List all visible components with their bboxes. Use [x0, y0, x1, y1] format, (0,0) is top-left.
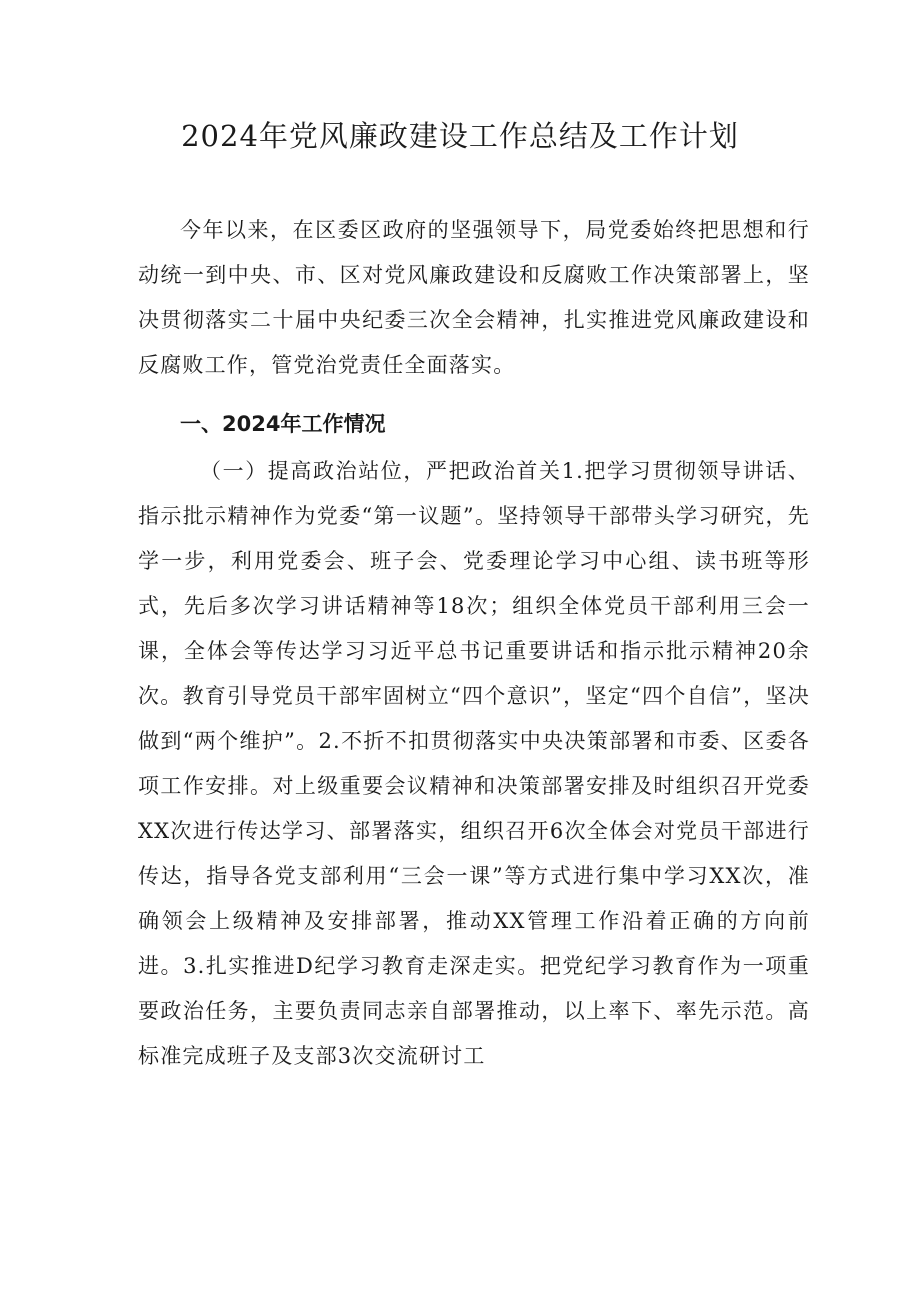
section-heading: 一、2024年工作情况	[180, 412, 386, 436]
section-paragraph: （一）提高政治站位，严把政治首关1.把学习贯彻领导讲话、指示批示精神作为党委“第一议题”。坚持领导干部带头学习研究，先学一步，利用党委会、班子会、党委理论学习中心组、读书班等形式，先后多次学习讲话精神等18次；组织全体党员干部利用三会一课，全体会等传达学习习近平总书记重要讲话和指示批示精神20余次。教育引导党员干部牢固树立“四个意识”，坚定“四个自信”，坚决做到“两个维护”。2.不折不扣贯彻落实中央决策部署和市委、区委各项工作安排。对上级重要会议精神和决策部署安排及时组织召开党委XX次进行传达学习、部署落实，组织召开6次全体会对党员干部进行传达，指导各党支部利用“三会一课”等方式进行集中学习XX次，准确领会上级精神及安排部署，推动XX管理工作沿着正确的方向前进。3.扎实推进D纪学习教育走深走实。把党纪学习教育作为一项重要政治任务，主要负责同志亲自部署推动，以上率下、率先示范。高标准完成班子及支部3次交流研讨工	[138, 459, 810, 1068]
document-title: 2024年党风廉政建设工作总结及工作计划	[181, 119, 739, 153]
intro-paragraph: 今年以来，在区委区政府的坚强领导下，局党委始终把思想和行动统一到中央、市、区对党风廉政建设和反腐败工作决策部署上，坚决贯彻落实二十届中央纪委三次全会精神，扎实推进党风廉政建设和反腐败工作，管党治党责任全面落实。	[138, 218, 810, 377]
